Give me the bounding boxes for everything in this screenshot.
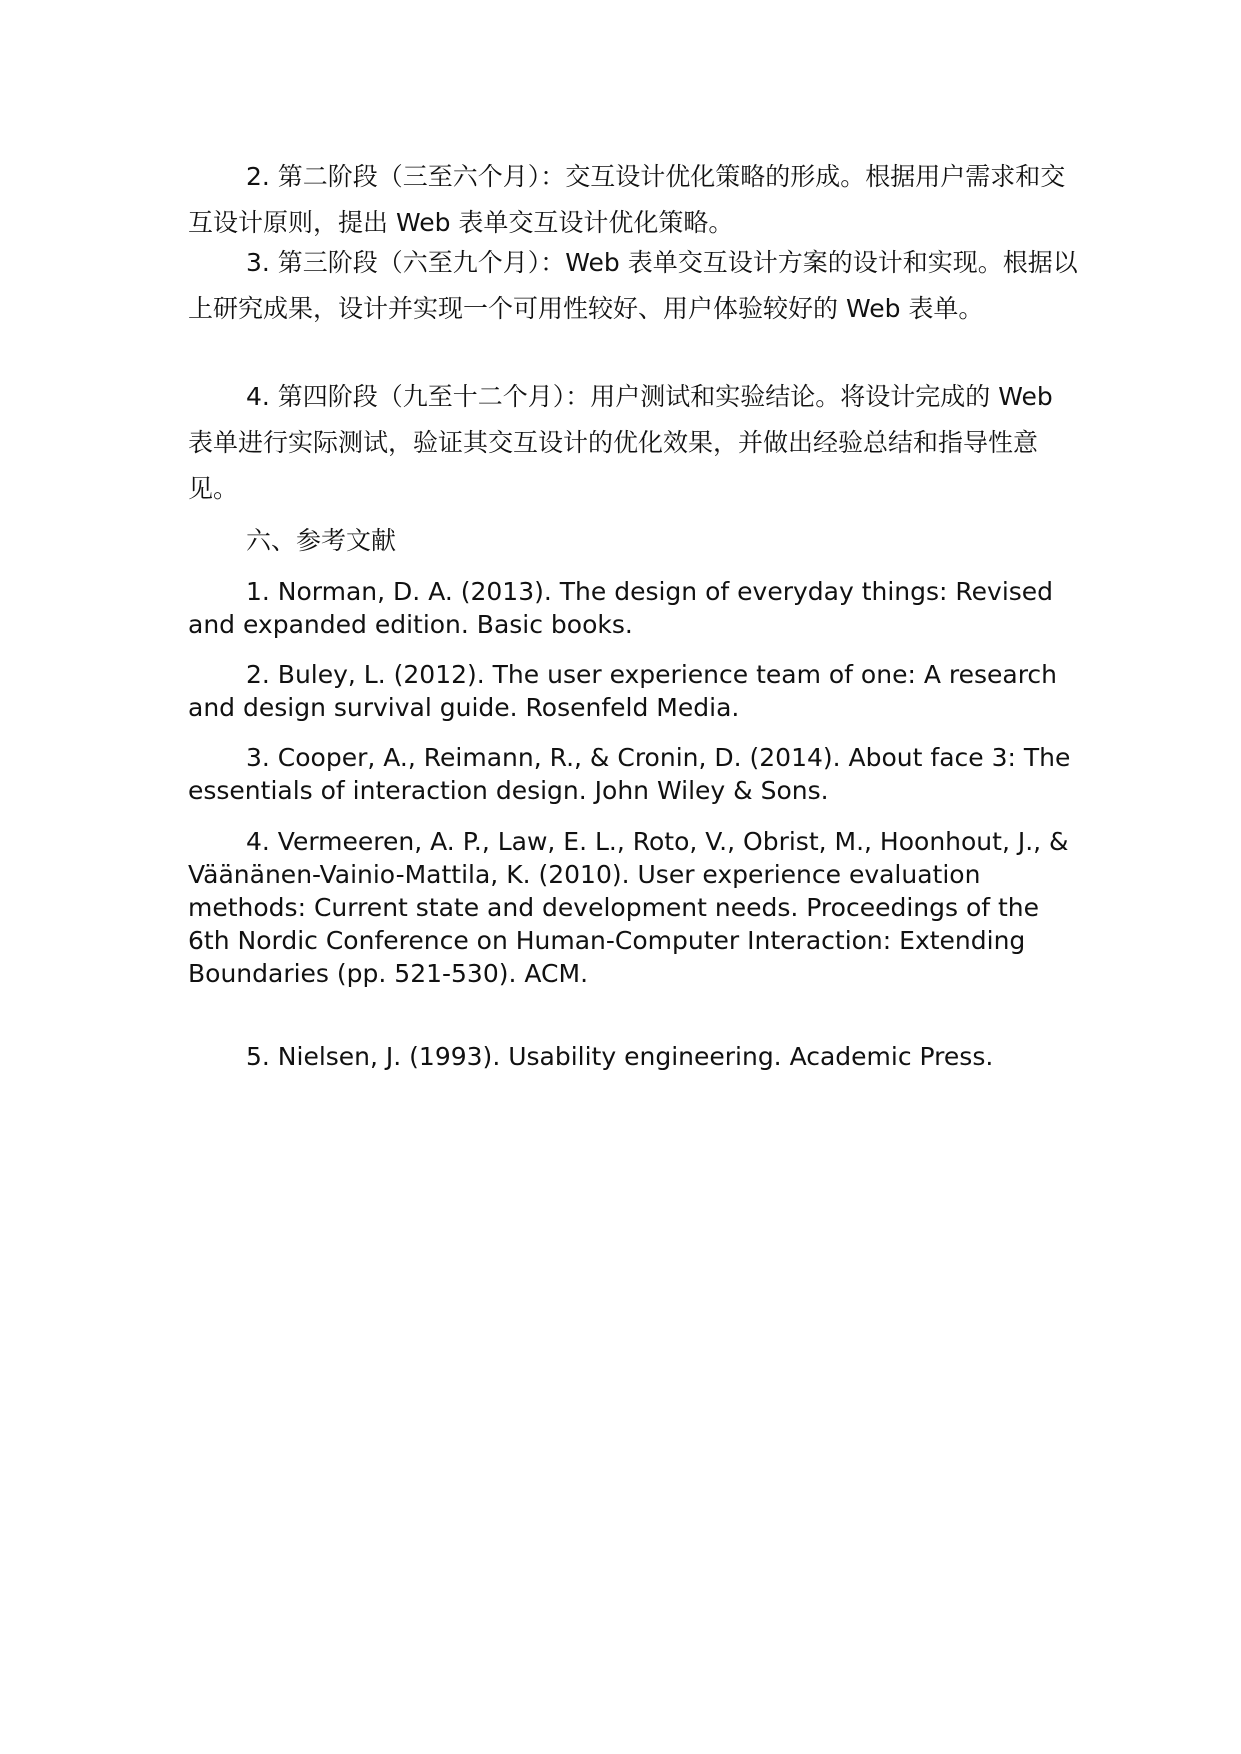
reference-3: 3. Cooper, A., Reimann, R., & Cronin, D. (2014). About face 3: The essentials of interaction design. John Wiley & Sons.: [188, 743, 1071, 805]
reference-4: 4. Vermeeren, A. P., Law, E. L., Roto, V., Obrist, M., Hoonhout, J., & Väänänen-Vainio-Mattila, K. (2010). User experience evaluation methods: Current state and development needs. Proceedings of the 6th Nordic Conference on Human-Computer Interaction: Extending Boundaries (pp. 521-530). ACM.: [188, 827, 1069, 988]
phase-3-paragraph: 3. 第三阶段（六至九个月）：Web 表单交互设计方案的设计和实现。根据以上研究成果，设计并实现一个可用性较好、用户体验较好的 Web 表单。: [188, 248, 1078, 323]
phase-4-paragraph: 4. 第四阶段（九至十二个月）：用户测试和实验结论。将设计完成的 Web 表单进行实际测试，验证其交互设计的优化效果，并做出经验总结和指导性意见。: [188, 382, 1053, 503]
reference-2: 2. Buley, L. (2012). The user experience team of one: A research and design survival guide. Rosenfeld Media.: [188, 660, 1058, 722]
phase-2-paragraph: 2. 第二阶段（三至六个月）：交互设计优化策略的形成。根据用户需求和交互设计原则，提出 Web 表单交互设计优化策略。: [188, 162, 1066, 237]
reference-1: 1. Norman, D. A. (2013). The design of everyday things: Revised and expanded edition. Basic books.: [188, 577, 1054, 639]
reference-5: 5. Nielsen, J. (1993). Usability engineering. Academic Press.: [246, 1042, 994, 1071]
references-heading: 六、参考文献: [246, 526, 397, 555]
